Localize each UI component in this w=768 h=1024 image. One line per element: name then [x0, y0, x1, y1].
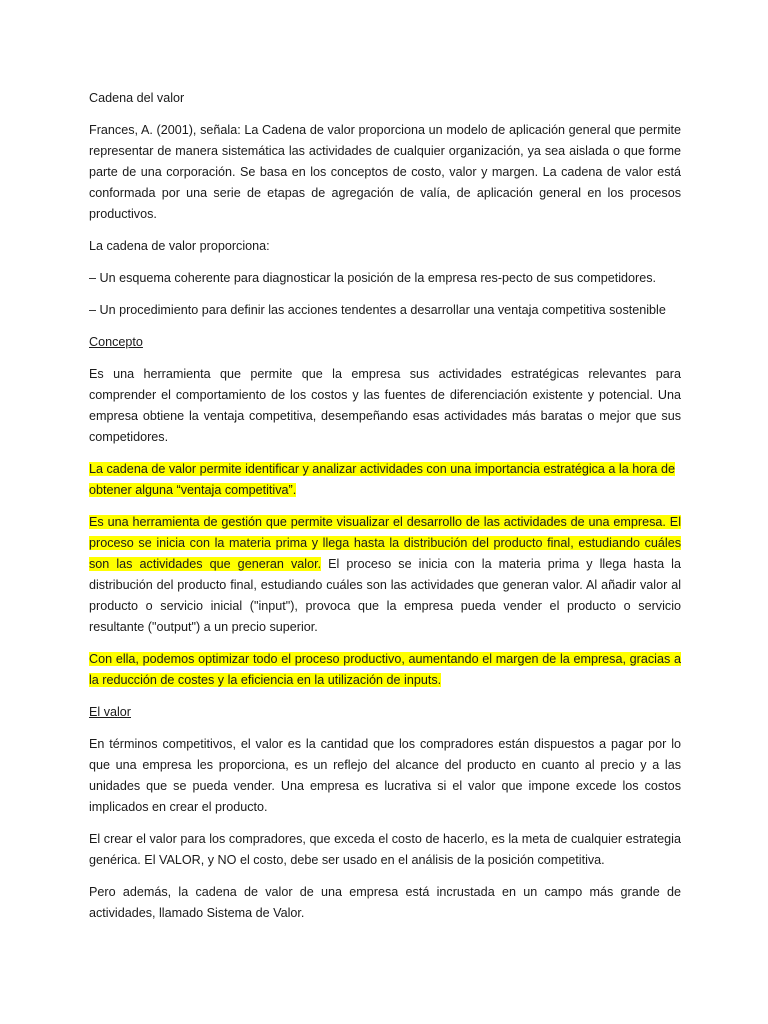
concepto-paragraph: Es una herramienta que permite que la empresa sus actividades estratégicas relevantes para comprender el comportamiento de los costos y las fuentes de diferenciación existente y potencial. Una empresa obtiene la ventaja competitiva, desempeñando esas actividades más baratas o mejor que sus competidores. [89, 367, 681, 444]
section-heading-concepto [89, 332, 681, 353]
intro-paragraph [89, 120, 681, 225]
section-heading-valor [89, 702, 681, 723]
intro-body: La Cadena de valor proporciona un modelo de aplicación general que permite representar de manera sistemática las actividades de cualquier organización, ya sea aislada o que forme parte de una corporación. Se basa en los conceptos de costo, valor y margen. La cadena de valor está conformada por una serie de etapas de agregación de valía, de aplicación general en los procesos productivos. [89, 123, 681, 221]
provides-label: La cadena de valor proporciona: [89, 239, 270, 253]
concepto-heading: Concepto [89, 335, 143, 349]
highlight-paragraph [89, 459, 681, 501]
valor-paragraph: El crear el valor para los compradores, que exceda el costo de hacerlo, es la meta de cualquier estrategia genérica. El VALOR, y NO el costo, debe ser usado en el análisis de la posición competitiva. [89, 832, 681, 867]
valor-paragraph: En términos competitivos, el valor es la cantidad que los compradores están dispuestos a pagar por lo que una empresa les proporciona, es un reflejo del alcance del producto en cuanto al precio y a las unidades que se pueda vender. Una empresa es lucrativa si el valor que impone excede los costos implicados en crear el producto. [89, 737, 681, 814]
document-title: Cadena del valor [89, 91, 185, 105]
document-page [89, 88, 681, 935]
concepto-paragraph-2 [89, 512, 681, 638]
highlighted-text: Es una herramienta de gestión que permite visualizar el desarrollo de las actividades de una empresa. El proceso se inicia con la materia prima y llega hasta la distribución del producto final, estudiando cuáles son las actividades que generan valor. [89, 515, 681, 571]
intro-citation: Frances, A. (2001), señala: [89, 123, 241, 137]
highlighted-text: Con ella, podemos optimizar todo el proceso productivo, aumentando el margen de la empresa, gracias a la reducción de costes y la eficiencia en la utilización de inputs. [89, 652, 681, 687]
highlighted-text: La cadena de valor permite identificar y analizar actividades con una importancia estratégica a la hora de obtener alguna “ventaja competitiva”. [89, 462, 675, 497]
highlight-paragraph [89, 649, 681, 691]
bullet-item: – Un esquema coherente para diagnosticar la posición de la empresa res-pecto de sus competidores. [89, 271, 657, 285]
bullet-item: – Un procedimiento para definir las acciones tendentes a desarrollar una ventaja competitiva sostenible [89, 303, 666, 317]
valor-paragraph: Pero además, la cadena de valor de una empresa está incrustada en un campo más grande de actividades, llamado Sistema de Valor. [89, 885, 681, 920]
paragraph-text: El proceso se inicia con la materia prima y llega hasta la distribución del producto final, estudiando cuáles son las actividades que generan valor. Al añadir valor al producto o servicio inicial ("input"), provoca que la empresa pueda vender el producto o servicio resultante ("output") a un precio superior. [89, 557, 681, 634]
valor-heading: El valor [89, 705, 131, 719]
